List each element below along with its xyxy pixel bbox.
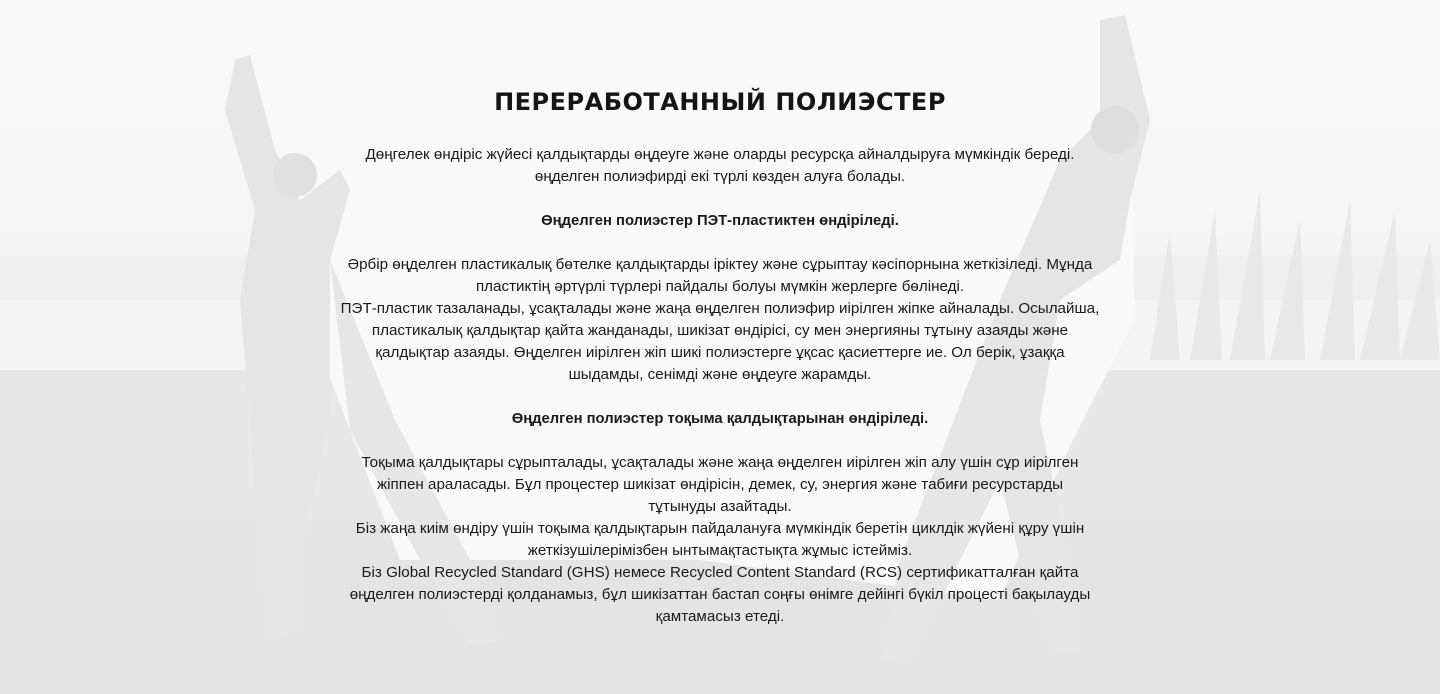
body-line: пластикалық қалдықтар қайта жанданады, шикізат өндірісі, су мен энергияны тұтыну азаяды және [371, 322, 1069, 339]
body-line: Тоқыма қалдықтары сұрыпталады, ұсақталады және жаңа өңделген иірілген жіп алу үшін сұр иірілген [361, 454, 1079, 471]
body-line: шыдамды, сенімді және өңдеуге жарамды. [568, 366, 872, 383]
body-line: тұтынуды азайтады. [648, 498, 792, 515]
main-content [250, 88, 1190, 628]
body-line: Біз жаңа киім өндіру үшін тоқыма қалдықтарын пайдалануға мүмкіндік беретін циклдік жүйені құру үшін [355, 520, 1085, 537]
body-line: қалдықтар азаяды. Өңделген иірілген жіп шикі полиэстерге ұқсас қасиеттерге ие. Ол берік, ұзаққа [375, 344, 1065, 361]
body-line: ПЭТ-пластик тазаланады, ұсақталады және жаңа өңделген полиэфир иірілген жіпке айналады. Осылайша, [340, 300, 1100, 317]
body-line: жеткізушілерімізбен ынтымақтастықта жұмыс істейміз. [527, 542, 913, 559]
body-line: өңделген полиэстерді қолданамыз, бұл шикізаттан бастап соңғы өнімге дейінгі бүкіл процесті бақылауды [349, 586, 1091, 603]
section-heading-pet: Өңделген полиэстер ПЭТ-пластиктен өндіріледі. [541, 213, 899, 229]
intro-line: Дөңгелек өндіріс жүйесі қалдықтарды өңдеуге және оларды ресурсқа айналдыруға мүмкіндік береді. [365, 146, 1075, 163]
section-body-textile [250, 452, 1190, 628]
section-body-pet [250, 254, 1190, 386]
section-heading-textile: Өңделген полиэстер тоқыма қалдықтарынан өндіріледі. [511, 411, 929, 427]
body-line: Әрбір өңделген пластикалық бөтелке қалдықтарды іріктеу және сұрыптау кәсіпорнына жеткізіледі. Мұнда [347, 256, 1093, 273]
body-line: Біз Global Recycled Standard (GHS) немесе Recycled Content Standard (RCS) сертификатталған қайта [361, 564, 1079, 581]
intro-text [250, 144, 1190, 188]
body-line: жіппен араласады. Бұл процестер шикізат өндірісін, демек, су, энергия және табиғи ресурстарды [376, 476, 1064, 493]
intro-line: өңделген полиэфирді екі түрлі көзден алуға болады. [534, 168, 906, 185]
page-title: ПЕРЕРАБОТАННЫЙ ПОЛИЭСТЕР [494, 88, 946, 116]
body-line: қамтамасыз етеді. [655, 608, 785, 625]
body-line: пластиктің әртүрлі түрлері пайдалы болуы мүмкін жерлерге бөлінеді. [475, 278, 965, 295]
